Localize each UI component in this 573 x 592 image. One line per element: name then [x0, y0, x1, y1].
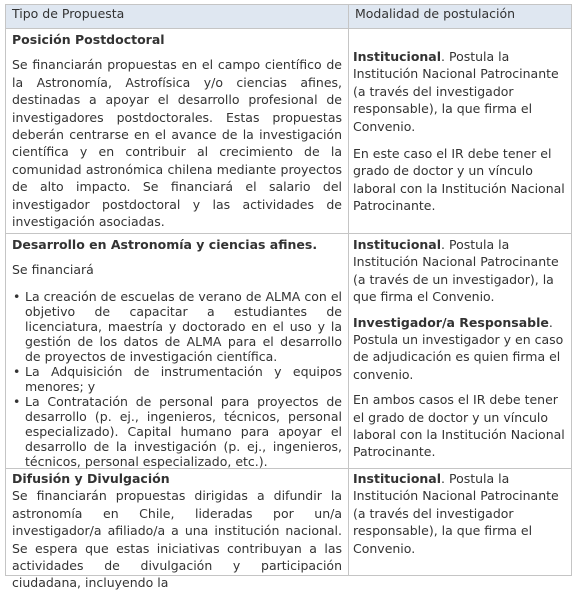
- modalidad-type: Institucional: [353, 237, 442, 252]
- header-modalidad: Modalidad de postulación: [355, 6, 516, 21]
- funding-list: [12, 289, 342, 469]
- modalidad-type: Investigador/a Responsable: [353, 314, 549, 330]
- row-modalidad-3: [353, 470, 565, 557]
- row-modalidad-2: [353, 236, 565, 461]
- modalidad-note: En ambos casos el IR debe tener el grado de doctor y un vínculo laboral con la Institución Nacional Patrocinante.: [353, 392, 565, 460]
- header-tipo-de-propuesta: Tipo de Propuesta: [12, 6, 125, 21]
- row-intro: Se financiará: [12, 262, 94, 278]
- modalidad-note: En este caso el IR debe tener el grado de doctor y un vínculo laboral con la Institución Nacional Patrocinante.: [353, 146, 565, 214]
- list-item: • La creación de escuelas de verano de ALMA con el objetivo de capacitar a estudiantes de licenciatura, maestría y doctorado en el uso y la gestión de los datos de ALMA para el desarrollo de proyectos de investigación científica.: [25, 289, 342, 364]
- column-divider: [348, 4, 349, 576]
- row-difusion-divulgacion: [12, 470, 342, 592]
- modalidad-text: . Postula un investigador y en caso de adjudicación es quien firma el convenio.: [353, 314, 564, 382]
- row-title: Difusión y Divulgación: [12, 471, 170, 486]
- row-modalidad-1: [353, 48, 565, 215]
- list-item: • La Adquisición de instrumentación y equipos menores; y: [25, 364, 342, 394]
- row-title: Posición Postdoctoral: [12, 32, 165, 47]
- list-item: • La Contratación de personal para proyectos de desarrollo (p. ej., ingenieros, técnicos, personal especializado). Capital humano para apoyar el desarrollo de la investigación (p. ej., ingenieros, técnicos, personal especializado, etc.).: [25, 394, 342, 469]
- modalidad-type: Institucional: [353, 471, 442, 486]
- row-posicion-postdoctoral: [12, 31, 342, 230]
- row-description: Se financiarán propuestas en el campo científico de la Astronomía, Astrofísica y/o ciencias afines, destinadas a apoyar el desarrollo profesional de investigadores postdoctorales. Estas propuestas deberán centrarse en el avance de la investigación científica y en contribuir al crecimiento de la comunidad astronómica chilena mediante proyectos de alto impacto. Se financiará el salario del investigador postdoctoral y las actividades de investigación asociadas.: [12, 57, 342, 230]
- modalidad-text: . Postula la Institución Nacional Patrocinante (a través del investigador responsable), la que firma el Convenio.: [353, 49, 559, 134]
- row-description: Se financiarán propuestas dirigidas a difundir la astronomía en Chile, lideradas por un/a investigador/a afiliado/a a una institución nacional. Se espera que estas iniciativas contribuyan a las actividades de divulgación y participación ciudadana, incluyendo la: [12, 488, 342, 591]
- modalidad-text: . Postula la Institución Nacional Patrocinante (a través de un investigador), la que firma el Convenio.: [353, 237, 559, 305]
- row-title: Desarrollo en Astronomía y ciencias afines.: [12, 237, 318, 252]
- row-divider: [5, 28, 572, 29]
- modalidad-type: Institucional: [353, 49, 442, 64]
- row-desarrollo-astronomia: [12, 236, 342, 469]
- modalidad-text: . Postula la Institución Nacional Patrocinante (a través del investigador responsable), la que firma el Convenio.: [353, 471, 559, 556]
- row-divider: [5, 233, 572, 234]
